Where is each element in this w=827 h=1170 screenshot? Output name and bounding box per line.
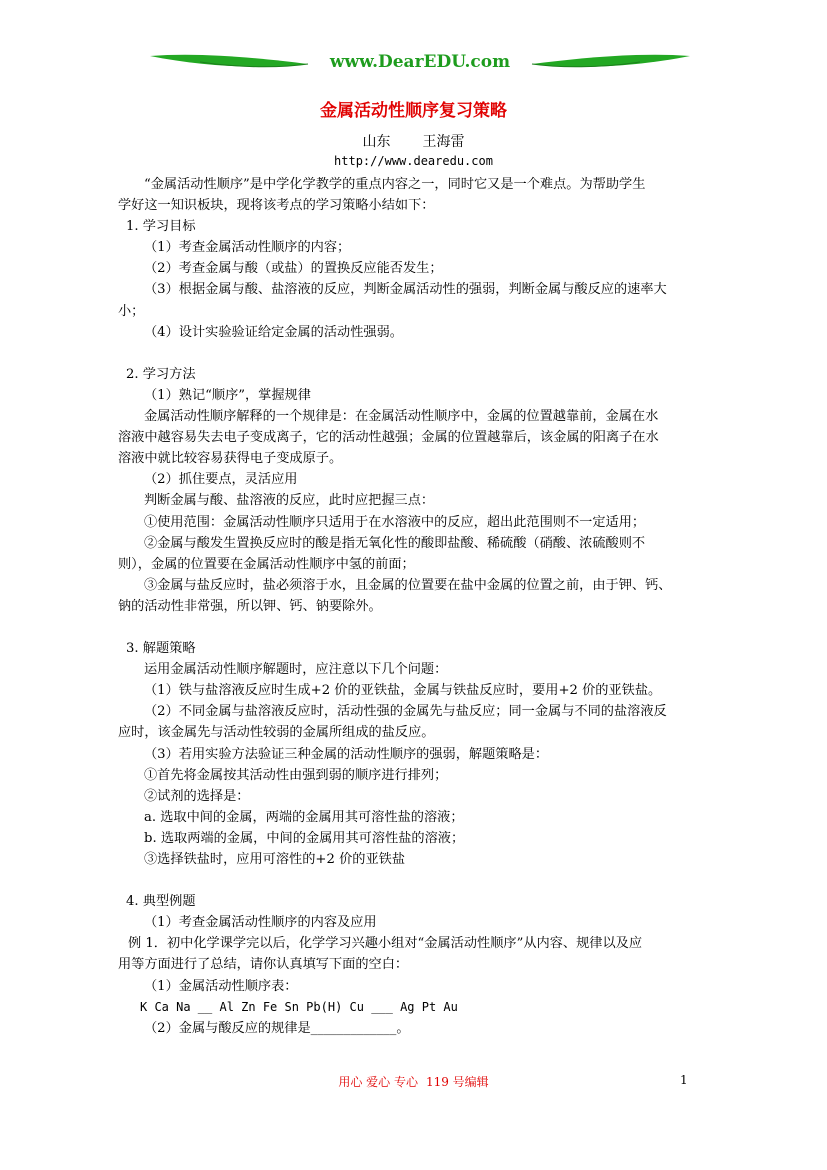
text-line: 运用金属活动性顺序解题时，应注意以下几个问题： xyxy=(144,662,448,678)
text-line: b. 选取两端的金属，中间的金属用其可溶性盐的溶液； xyxy=(144,830,465,846)
text-line: （2）不同金属与盐溶液反应时，活动性强的金属先与盐反应；同一金属与不同的盐溶液反 xyxy=(144,704,667,720)
text-line: ③金属与盐反应时，盐必须溶于水，且金属的位置要在盐中金属的位置之前，由于钾、钙、 xyxy=(144,577,672,593)
text-line: （2）金属与酸反应的规律是_____________。 xyxy=(144,1020,410,1036)
page-title: 金属活动性顺序复习策略 xyxy=(320,101,507,121)
author-line xyxy=(0,131,827,151)
text-line: ②金属与酸发生置换反应时的酸是指无氧化性的酸即盐酸、稀硫酸（硝酸、浓硫酸则不 xyxy=(144,535,646,551)
text-line: （1）金属活动性顺序表： xyxy=(144,978,298,994)
text-line: （4）设计实验验证给定金属的活动性强弱。 xyxy=(144,324,403,340)
blank-line xyxy=(118,617,718,638)
blank-line xyxy=(118,343,718,364)
page-number: 1 xyxy=(680,1073,688,1087)
text-line: （2）考查金属与酸（或盐）的置换反应能否发生； xyxy=(144,261,443,277)
text-line: （1）铁与盐溶液反应时生成+2 价的亚铁盐，金属与铁盐反应时，要用+2 价的亚铁盐。 xyxy=(144,683,662,699)
text-line: 溶液中就比较容易获得电子变成原子。 xyxy=(118,451,343,467)
text-line: （3）若用实验方法验证三种金属的活动性顺序的强弱，解题策略是： xyxy=(144,746,549,762)
text-line: 应时，该金属先与活动性较弱的金属所组成的盐反应。 xyxy=(118,725,435,741)
text-line: ②试剂的选择是： xyxy=(144,788,250,804)
text-line: （1）考查金属活动性顺序的内容及应用 xyxy=(144,915,377,931)
article-body xyxy=(118,174,718,1039)
site-header-banner xyxy=(140,44,700,84)
page-footer xyxy=(0,1073,827,1090)
text-line: ③选择铁盐时，应用可溶性的+2 价的亚铁盐 xyxy=(144,852,406,867)
text-line: 用等方面进行了总结，请你认真填写下面的空白： xyxy=(118,957,409,973)
section-heading: 3. 解题策略 xyxy=(126,641,196,657)
text-line: 小； xyxy=(118,303,145,319)
text-line: 钠的活动性非常强，所以钾、钙、钠要除外。 xyxy=(118,598,382,614)
blank-line xyxy=(118,870,718,891)
footer-tag: 119 号编辑 xyxy=(425,1075,489,1089)
text-line: ①使用范围：金属活动性顺序只适用于在水溶液中的反应，超出此范围则不一定适用； xyxy=(144,514,646,530)
text-line: （2）抓住要点，灵活应用 xyxy=(144,472,298,488)
text-line: “金属活动性顺序”是中学化学教学的重点内容之一，同时它又是一个难点。为帮助学生 xyxy=(144,177,646,192)
metal-activity-series: K Ca Na __ Al Zn Fe Sn Pb(H) Cu ___ Ag Pt Au xyxy=(140,999,458,1014)
text-line: 则），金属的位置要在金属活动性顺序中氢的前面； xyxy=(118,556,415,572)
section-heading: 4. 典型例题 xyxy=(126,894,196,910)
source-url: http://www.dearedu.com xyxy=(334,154,493,168)
author-name: 王海雷 xyxy=(422,134,465,150)
text-line: （1）熟记“顺序”，掌握规律 xyxy=(144,387,311,403)
text-line: 判断金属与酸、盐溶液的反应，此时应把握三点： xyxy=(144,493,435,509)
section-heading: 2. 学习方法 xyxy=(126,366,196,382)
section-heading: 1. 学习目标 xyxy=(126,219,196,235)
text-line: 例 1．初中化学课学完以后，化学学习兴趣小组对“金属活动性顺序”从内容、规律以及应 xyxy=(128,936,642,952)
footer-slogan: 用心 爱心 专心 xyxy=(338,1075,418,1089)
text-line: 金属活动性顺序解释的一个规律是：在金属活动性顺序中，金属的位置越靠前，金属在水 xyxy=(144,409,659,425)
text-line: a. 选取中间的金属，两端的金属用其可溶性盐的溶液； xyxy=(144,809,464,825)
text-line: （3）根据金属与酸、盐溶液的反应，判断金属活动性的强弱，判断金属与酸反应的速率大 xyxy=(144,282,667,298)
site-name: www.DearEDU.com xyxy=(329,52,511,72)
author-region: 山东 xyxy=(362,134,391,150)
text-line: ①首先将金属按其活动性由强到弱的顺序进行排列； xyxy=(144,767,448,783)
text-line: 溶液中越容易失去电子变成离子，它的活动性越强；金属的位置越靠后，该金属的阳离子在水 xyxy=(118,430,659,446)
text-line: （1）考查金属活动性顺序的内容； xyxy=(144,240,351,256)
text-line: 学好这一知识板块，现将该考点的学习策略小结如下： xyxy=(118,198,435,214)
